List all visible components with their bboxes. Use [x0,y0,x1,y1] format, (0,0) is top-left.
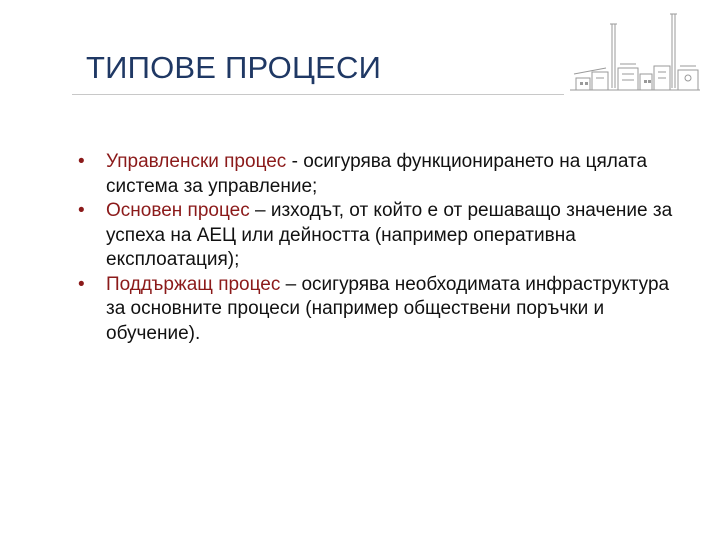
power-plant-logo-icon [566,8,702,98]
title-divider [72,94,564,95]
slide-title: ТИПОВЕ ПРОЦЕСИ [86,50,382,85]
bullet-text: – осигурява необходимата инфраструктура за основните процеси (например обществени поръчки и обучение). [106,273,670,344]
bullet-text: – изходът, от който е от решаващо значение за успеха на АЕЦ или дейността (например оперативна експлоатация); [106,200,673,270]
bullet-list [78,150,678,346]
bullet-lead: Поддържащ процес [106,273,281,295]
bullet-item-support [78,273,678,347]
bullet-lead: Управленски процес [106,151,287,172]
bullet-lead: Основен процес [106,200,250,221]
bullet-marker: • [78,200,85,221]
bullet-item-management [78,150,678,199]
bullet-item-core [78,199,678,273]
bullet-text: - осигурява функционирането на цялата система за управление; [106,151,648,197]
bullet-marker: • [78,273,85,295]
bullet-marker: • [78,151,85,172]
